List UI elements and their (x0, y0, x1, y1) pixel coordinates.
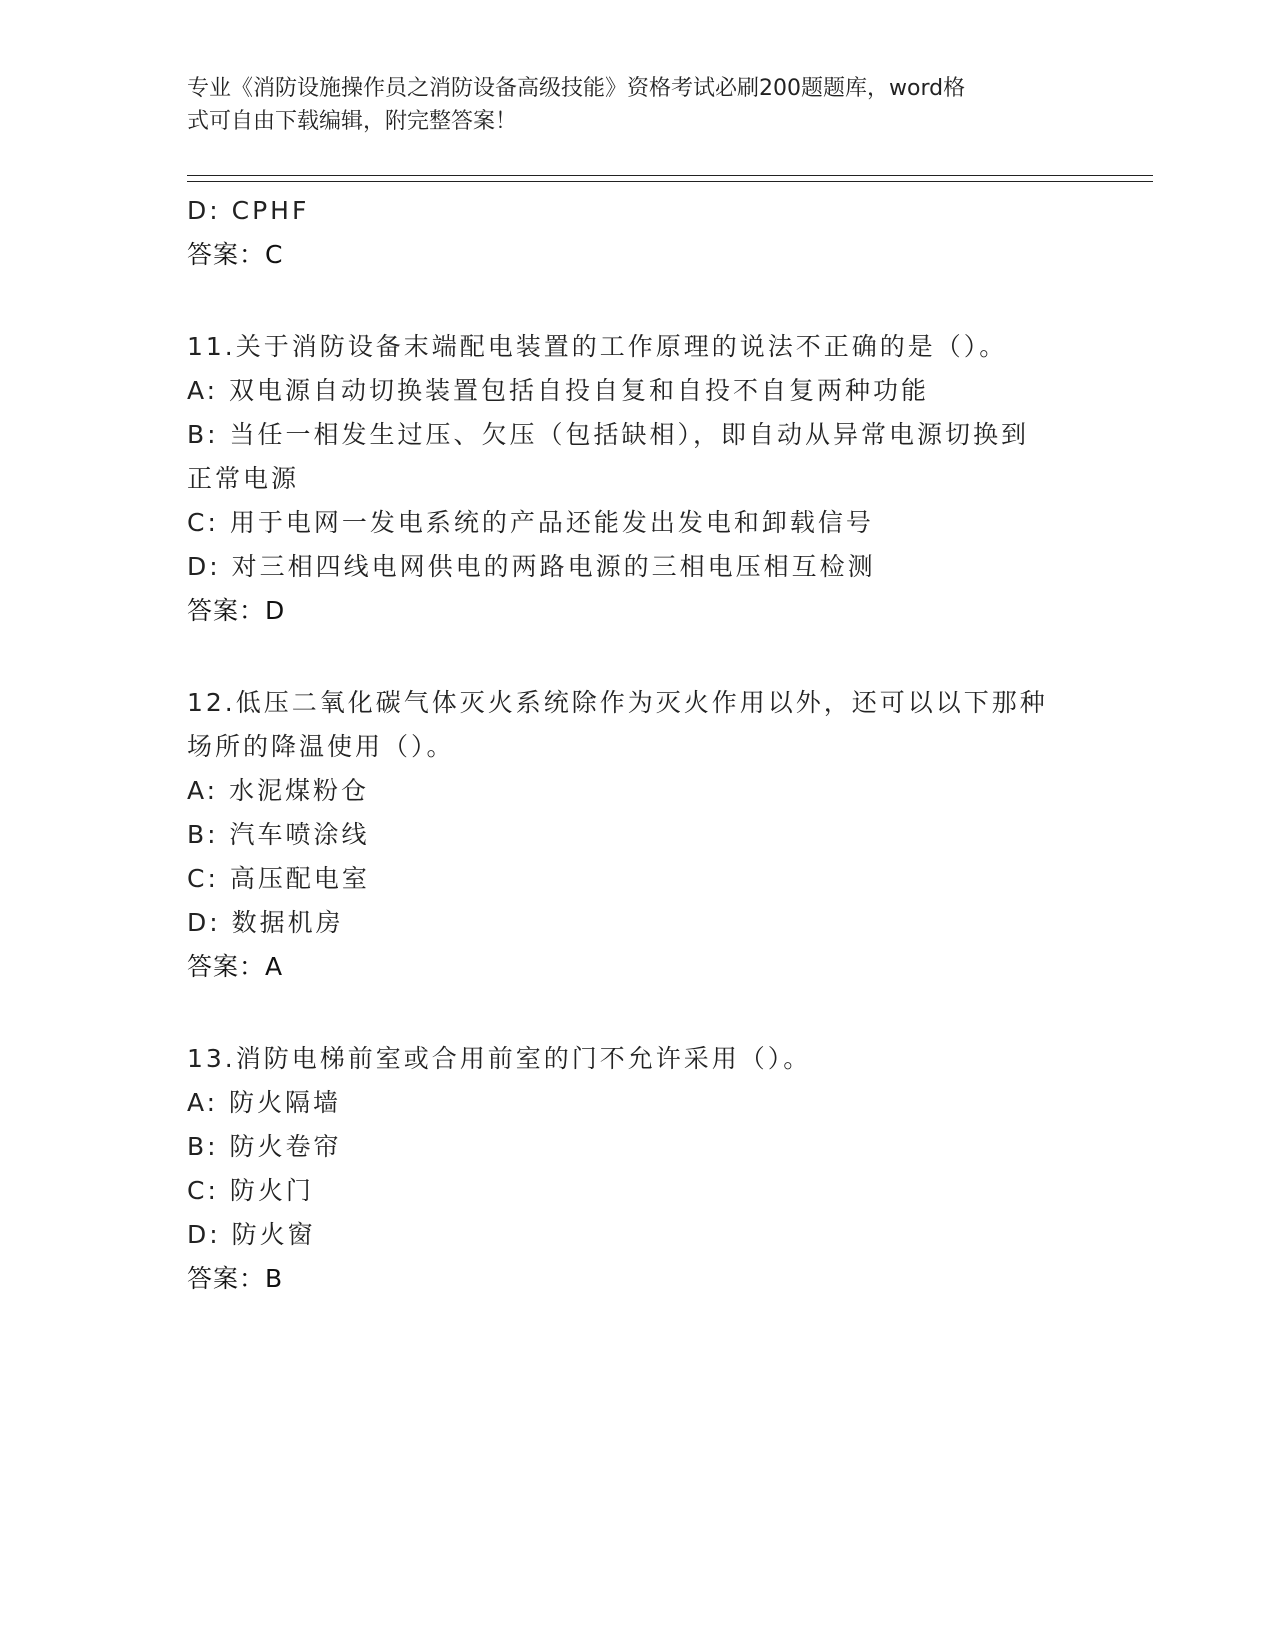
header-line-1: 专业《消防设施操作员之消防设备高级技能》资格考试必刷200题题库，word格 (187, 76, 966, 101)
question-12-answer: 答案：A (187, 952, 284, 981)
header-divider-bottom (187, 181, 1153, 182)
question-12-option-c: C: 高压配电室 (187, 864, 370, 893)
question-12-option-d: D: 数据机房 (187, 908, 344, 937)
question-11-answer: 答案：D (187, 596, 286, 625)
question-12-stem-line1: 12.低压二氧化碳气体灭火系统除作为灭火作用以外，还可以以下那种 (187, 688, 1048, 717)
carryover-answer: 答案：C (187, 240, 284, 269)
header-line-2: 式可自由下载编辑，附完整答案！ (187, 109, 518, 134)
question-11-option-a: A: 双电源自动切换装置包括自投自复和自投不自复两种功能 (187, 376, 930, 405)
question-11-option-b-line1: B: 当任一相发生过压、欠压（包括缺相），即自动从异常电源切换到 (187, 420, 1030, 449)
question-11-option-c: C: 用于电网一发电系统的产品还能发出发电和卸载信号 (187, 508, 874, 537)
question-13-option-d: D: 防火窗 (187, 1220, 316, 1249)
question-13-stem: 13.消防电梯前室或合用前室的门不允许采用（）。 (187, 1044, 812, 1073)
header-divider-top (187, 175, 1153, 176)
carryover-option-d: D: CPHF (187, 196, 310, 225)
question-12-stem-line2: 场所的降温使用（）。 (187, 732, 455, 761)
question-13-answer: 答案：B (187, 1264, 284, 1293)
question-11-option-d: D: 对三相四线电网供电的两路电源的三相电压相互检测 (187, 552, 876, 581)
question-13-option-c: C: 防火门 (187, 1176, 314, 1205)
page-header (187, 72, 1087, 138)
question-12-option-b: B: 汽车喷涂线 (187, 820, 370, 849)
question-13-option-b: B: 防火卷帘 (187, 1132, 342, 1161)
question-11-stem: 11.关于消防设备末端配电装置的工作原理的说法不正确的是（）。 (187, 332, 1008, 361)
question-11-option-b-line2: 正常电源 (187, 464, 300, 493)
question-12-option-a: A: 水泥煤粉仓 (187, 776, 370, 805)
question-13-option-a: A: 防火隔墙 (187, 1088, 342, 1117)
